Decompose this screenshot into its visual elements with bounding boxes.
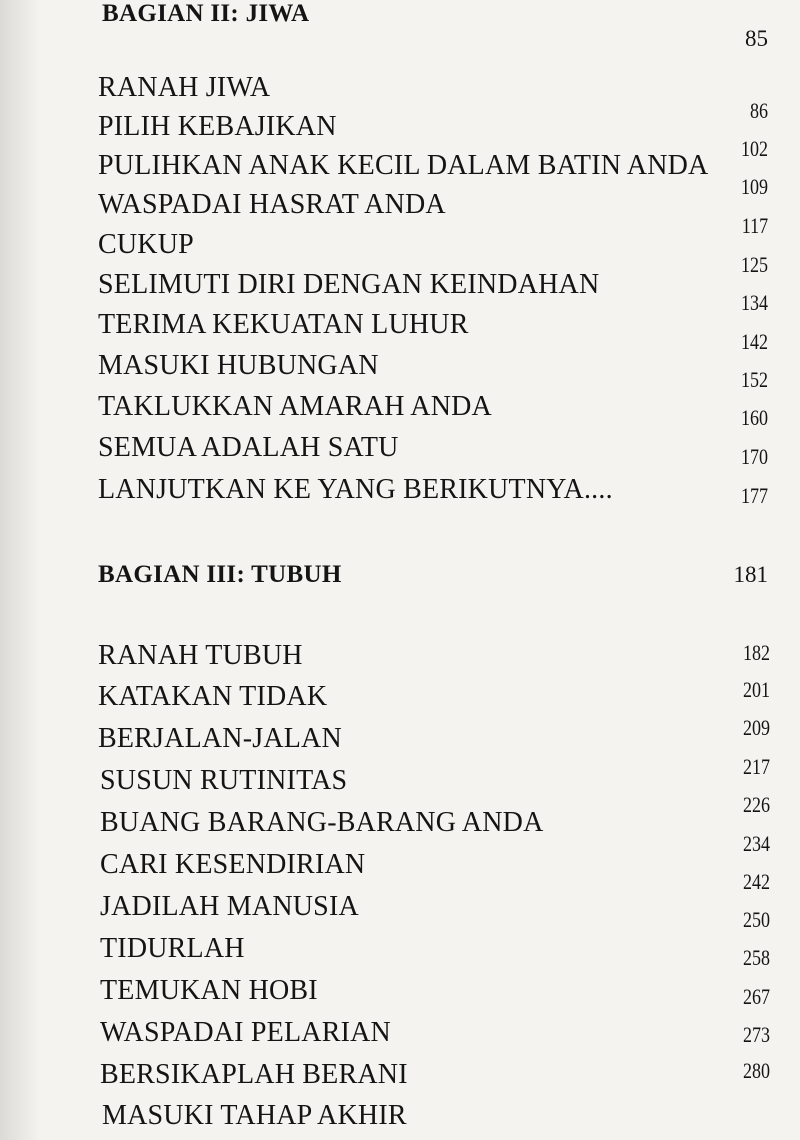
toc-entry: MASUKI TAHAP AKHIR [102, 1100, 407, 1131]
toc-entry: SELIMUTI DIRI DENGAN KEINDAHAN [98, 269, 600, 300]
toc-entry: SEMUA ADALAH SATU [98, 432, 399, 463]
toc-entry: CARI KESENDIRIAN [100, 849, 366, 880]
toc-entry: CUKUP [98, 229, 194, 260]
toc-page-number: 267 [742, 984, 770, 1009]
toc-page-number: 258 [742, 945, 770, 970]
toc-entry: RANAH TUBUH [98, 640, 303, 671]
section-page-number: 181 [733, 562, 768, 587]
toc-entry: TAKLUKKAN AMARAH ANDA [98, 391, 492, 422]
toc-entry: TERIMA KEKUATAN LUHUR [98, 309, 469, 340]
toc-entry: WASPADAI PELARIAN [100, 1017, 391, 1048]
toc-entry: TIDURLAH [100, 933, 245, 964]
toc-entry: BERSIKAPLAH BERANI [100, 1059, 408, 1090]
toc-entry: WASPADAI HASRAT ANDA [98, 189, 446, 220]
toc-page-number: 209 [742, 715, 770, 740]
toc-page-number: 217 [742, 754, 770, 779]
toc-page-number: 242 [742, 869, 770, 894]
toc-entry: BERJALAN-JALAN [98, 723, 342, 754]
toc-page-number: 280 [742, 1058, 770, 1083]
toc-entry: SUSUN RUTINITAS [100, 765, 348, 796]
toc-page-number: 152 [740, 367, 768, 392]
section-title: BAGIAN II: JIWA [102, 0, 310, 27]
toc-entry: PULIHKAN ANAK KECIL DALAM BATIN ANDA [98, 150, 709, 181]
toc-page-number: 109 [740, 174, 768, 199]
toc-page-number: 160 [740, 405, 768, 430]
toc-page-number: 201 [742, 677, 770, 702]
section-title: BAGIAN III: TUBUH [98, 561, 342, 588]
section-page-number: 85 [745, 26, 768, 51]
toc-entry: LANJUTKAN KE YANG BERIKUTNYA.... [98, 474, 613, 505]
toc-page-number: 234 [742, 831, 770, 856]
toc-entry: KATAKAN TIDAK [98, 681, 328, 712]
toc-entry: BUANG BARANG-BARANG ANDA [100, 807, 544, 838]
toc-page-number: 86 [749, 98, 768, 123]
toc-page-number: 117 [741, 213, 768, 238]
toc-page-number: 170 [740, 444, 768, 469]
toc-page-number: 182 [742, 640, 770, 665]
toc-page-number: 125 [740, 252, 768, 277]
toc-page-number: 142 [740, 329, 768, 354]
toc-entry: PILIH KEBAJIKAN [98, 111, 337, 142]
toc-page-number: 177 [740, 483, 768, 508]
toc-page-number: 273 [742, 1022, 770, 1047]
toc-page-number: 226 [742, 792, 770, 817]
toc-page-number: 134 [740, 290, 768, 315]
toc-entry: TEMUKAN HOBI [100, 975, 318, 1006]
toc-page-number: 102 [740, 136, 768, 161]
toc-entry: RANAH JIWA [98, 72, 271, 103]
toc-entry: JADILAH MANUSIA [100, 891, 359, 922]
toc-page-number: 250 [742, 907, 770, 932]
toc-entry: MASUKI HUBUNGAN [98, 350, 379, 381]
